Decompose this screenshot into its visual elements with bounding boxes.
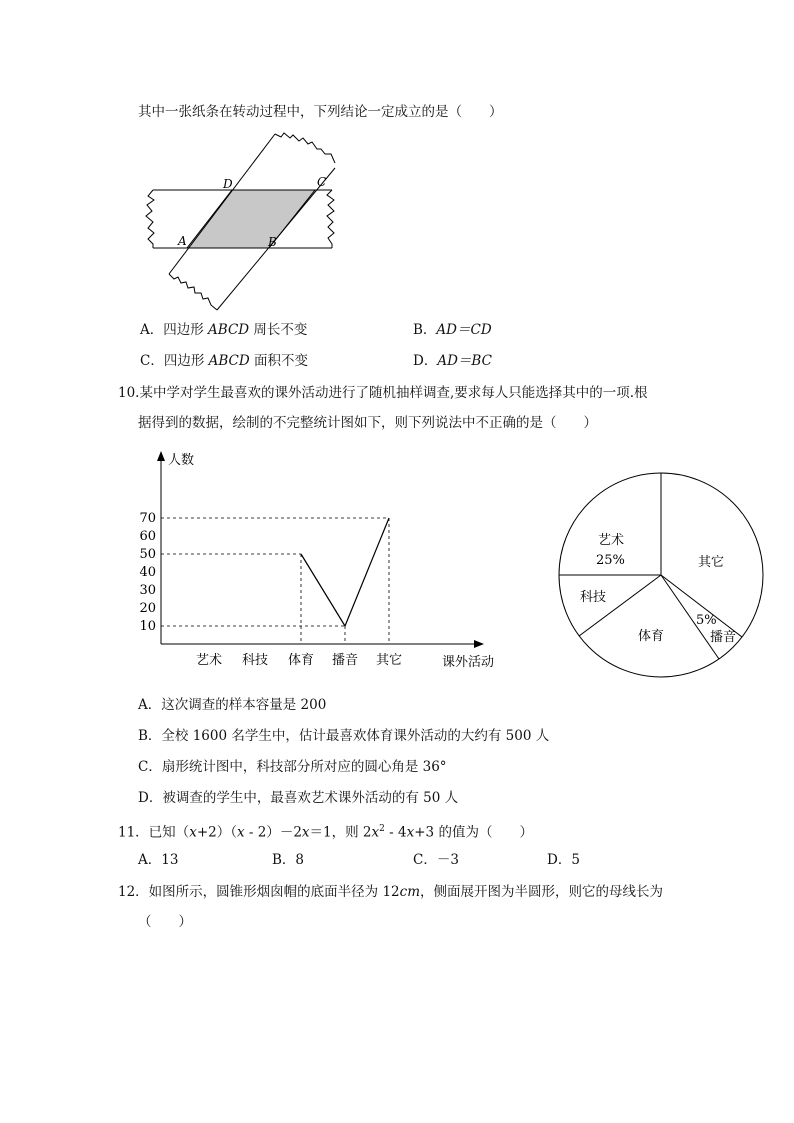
x-tick-label: 其它 [375,653,403,668]
q9-option-b[interactable] [413,321,492,339]
x-tick-label: 播音 [331,653,359,668]
chart-axes [157,451,484,648]
option-text: 面积不变 [249,353,309,369]
q12-text: 12．如图所示，圆锥形烟囱帽的底面半径为 12 [118,884,400,900]
shaded-parallelogram [187,190,315,248]
q9-figure [135,128,350,318]
label-a: A [178,234,187,248]
q11-exponent: 2 [379,824,385,834]
x-tick-label: 科技 [241,653,269,668]
q12-stem [118,883,663,901]
option-letter: D． [413,353,438,369]
q11-var: x [189,824,197,841]
q11-option-b[interactable]: B．8 [272,852,305,868]
y-tick-label: 60 [139,529,156,544]
q10-option-a[interactable]: A．这次调查的样本容量是 200 [138,697,327,713]
q9-intro: 其中一张纸条在转动过程中，下列结论一定成立的是（ ） [138,104,503,120]
y-tick-label: 30 [139,583,156,598]
q10-option-d[interactable]: D．被调查的学生中，最喜欢艺术课外活动的有 50 人 [138,790,459,806]
pie-label-art: 艺术 [598,533,625,548]
x-tick-label: 艺术 [195,653,223,668]
q11-var: x [301,824,310,841]
torn-edge-bottom [169,274,217,310]
option-letter: C． [140,353,164,369]
q11-var: x [371,824,380,841]
option-math: AD＝BC [437,353,492,369]
q11-text: +3 的值为（ ） [414,824,533,841]
pie-value-art: 25% [596,553,625,568]
q11-option-c[interactable]: C．－3 [413,852,459,868]
q12-text: ，侧面展开图为半圆形，则它的母线长为 [420,884,664,900]
torn-edge-top [275,133,335,163]
y-tick-label: 50 [139,547,156,562]
q11-text: +2）（ [196,824,237,841]
pie-label-tech: 科技 [580,590,607,605]
q10-line1: 10.某中学对学生最喜欢的课外活动进行了随机抽样调查,要求每人只能选择其中的一项.根 [118,385,648,401]
q11-var: x [236,824,245,841]
q10-option-b[interactable]: B．全校 1600 名学生中，估计最喜欢体育课外活动的大约有 500 人 [138,728,550,744]
y-tick-label: 40 [139,565,156,580]
q11-var: x [406,824,415,841]
option-math: AD＝CD [436,322,492,338]
option-math: ABCD [208,322,250,338]
x-tick-label: 体育 [287,653,315,668]
pie-label-broadcast: 播音 [710,630,737,645]
q10-line-chart [130,448,520,678]
chart-ylabel: 人数 [168,453,195,468]
label-d: D [223,177,233,191]
q10-pie-chart [554,468,770,680]
y-tick-label: 10 [139,619,156,634]
q11-text: - 2）－2 [244,824,302,841]
option-math: ABCD [208,353,250,369]
q11-text: ＝1，则 2 [309,824,372,841]
q10-line2: 据得到的数据，绘制的不完整统计图如下，则下列说法中不正确的是（ ） [138,415,597,431]
q12-unit: cm [399,884,421,900]
pie-label-sports: 体育 [638,629,665,644]
q9-option-c[interactable] [140,352,308,370]
q11-stem [118,820,533,842]
torn-edge-left [146,190,154,248]
data-series-line [301,518,389,626]
pie-label-other: 其它 [698,555,725,570]
option-text: 四边形 [163,322,209,338]
pie-value-broadcast: 5% [696,613,717,628]
option-text: 周长不变 [249,322,308,338]
option-letter: A． [140,322,164,338]
chart-xlabel: 课外活动 [442,655,495,670]
label-b: B [268,235,277,249]
q11-text: - 4 [384,824,407,841]
label-c: C [317,175,327,189]
y-tick-label: 20 [139,601,156,616]
q10-option-c[interactable]: C．扇形统计图中，科技部分所对应的圆心角是 36° [138,759,447,775]
q11-text: 11．已知（ [118,824,190,841]
y-tick-label: 70 [139,511,156,526]
option-letter: B． [413,322,437,338]
option-text: 四边形 [163,353,209,369]
q11-option-d[interactable]: D．5 [547,852,580,868]
q9-option-d[interactable] [413,352,492,370]
q11-option-a[interactable]: A．13 [138,852,179,868]
q12-answer-blank: （ ） [138,914,192,930]
q9-option-a[interactable] [140,321,307,339]
torn-edge-right [327,190,334,248]
